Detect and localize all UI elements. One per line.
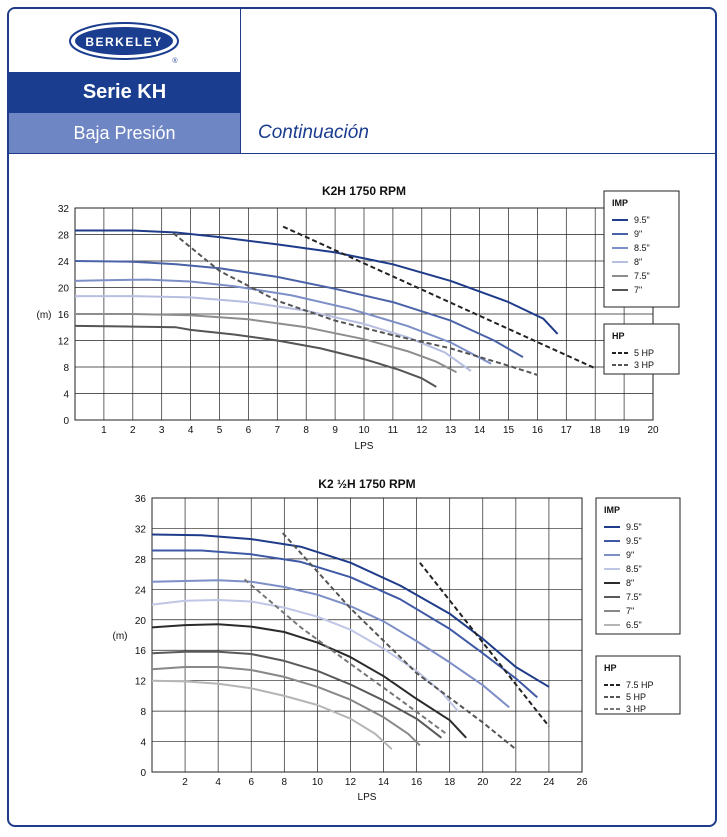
x-tick-label: 4 xyxy=(215,777,221,788)
x-tick-label: 19 xyxy=(618,425,630,436)
y-tick-label: 0 xyxy=(63,416,69,427)
y-tick-label: 12 xyxy=(57,336,69,348)
chart-k2h xyxy=(0,175,727,465)
x-tick-label: 12 xyxy=(344,777,357,788)
berkeley-logo xyxy=(9,9,240,72)
x-tick-label: 18 xyxy=(444,777,456,788)
header-left-panel xyxy=(9,9,241,153)
x-tick-label: 2 xyxy=(182,777,188,788)
y-tick-label: 24 xyxy=(134,585,146,597)
x-tick-label: 10 xyxy=(358,425,370,436)
series-line-5 xyxy=(152,652,441,738)
series-line-2 xyxy=(152,580,509,707)
chart-k2h-svg xyxy=(0,175,727,465)
legend-imp-title: IMP xyxy=(612,198,629,208)
y-tick-label: 28 xyxy=(134,554,146,566)
y-tick-label: 16 xyxy=(134,646,146,658)
x-tick-label: 16 xyxy=(411,777,423,788)
legend-imp-entry: 9" xyxy=(634,229,643,239)
x-tick-label: 8 xyxy=(303,425,309,436)
legend-imp-entry: 9.5" xyxy=(634,215,650,225)
legend-imp-entry: 8.5" xyxy=(626,564,642,574)
x-tick-label: 5 xyxy=(216,425,223,436)
x-tick-label: 3 xyxy=(158,425,165,436)
x-tick-label: 26 xyxy=(576,777,588,788)
x-tick-label: 6 xyxy=(245,425,252,436)
legend-imp-entry: 7.5" xyxy=(626,592,642,602)
x-tick-label: 7 xyxy=(274,425,281,436)
series-line-2 xyxy=(75,280,491,364)
x-tick-label: 2 xyxy=(130,425,136,436)
y-tick-label: 20 xyxy=(57,283,69,295)
series-line-7 xyxy=(173,233,537,375)
x-tick-label: 16 xyxy=(531,425,543,436)
y-tick-label: 12 xyxy=(134,676,146,688)
legend-hp-entry: 3 HP xyxy=(634,360,655,370)
series-line-8 xyxy=(420,563,549,727)
x-tick-label: 14 xyxy=(474,425,486,436)
series-subtitle: Baja Presión xyxy=(9,113,240,153)
x-tick-label: 15 xyxy=(502,425,515,436)
x-tick-label: 6 xyxy=(248,777,255,788)
x-tick-label: 22 xyxy=(510,777,522,788)
y-tick-label: 32 xyxy=(134,524,146,536)
legend-imp-entry: 9.5" xyxy=(626,522,642,532)
y-tick-label: 20 xyxy=(134,615,146,627)
x-axis-label: LPS xyxy=(354,441,374,452)
series-line-3 xyxy=(152,600,458,711)
y-tick-label: 36 xyxy=(134,494,146,505)
legend-hp-entry: 3 HP xyxy=(626,704,647,714)
series-line-6 xyxy=(152,667,420,745)
chart-k2-half-h-svg xyxy=(0,470,727,815)
legend-hp-title: HP xyxy=(604,663,617,673)
series-title: Serie KH xyxy=(9,72,240,113)
x-tick-label: 24 xyxy=(543,777,555,788)
y-tick-label: 4 xyxy=(63,389,69,401)
chart-title: K2H 1750 RPM xyxy=(321,184,407,198)
y-tick-label: 8 xyxy=(140,707,146,719)
registered-mark: ® xyxy=(172,58,178,65)
legend-imp-entry: 7" xyxy=(626,606,635,616)
x-tick-label: 14 xyxy=(377,777,390,788)
legend-imp-entry: 7" xyxy=(634,285,643,295)
legend-hp-title: HP xyxy=(612,331,625,341)
x-tick-label: 20 xyxy=(647,425,659,436)
continuation-label: Continuación xyxy=(258,122,369,143)
series-line-0 xyxy=(75,231,558,334)
x-tick-label: 9 xyxy=(332,425,338,436)
x-tick-label: 17 xyxy=(560,425,572,436)
y-axis-label: (m) xyxy=(36,310,52,321)
legend-imp-entry: 9" xyxy=(626,550,635,560)
y-tick-label: 8 xyxy=(63,363,69,374)
y-tick-label: 32 xyxy=(57,204,69,215)
x-axis-label: LPS xyxy=(357,792,377,803)
x-tick-label: 12 xyxy=(416,425,428,436)
series-line-5 xyxy=(75,326,436,387)
x-tick-label: 8 xyxy=(281,777,288,788)
series-line-10 xyxy=(245,579,447,734)
x-tick-label: 10 xyxy=(311,777,323,788)
chart-title: K2 ½H 1750 RPM xyxy=(318,477,416,491)
x-tick-label: 13 xyxy=(445,425,457,436)
series-line-6 xyxy=(283,227,595,369)
x-tick-label: 18 xyxy=(589,425,601,436)
series-line-7 xyxy=(152,681,392,750)
x-tick-label: 1 xyxy=(101,425,107,436)
legend-imp-entry: 8" xyxy=(634,257,643,267)
y-tick-label: 4 xyxy=(140,737,146,749)
logo-text: BERKELEY xyxy=(85,35,163,49)
legend-imp-title: IMP xyxy=(604,505,621,515)
grid xyxy=(152,498,582,772)
logo-area xyxy=(9,9,240,72)
legend-hp-entry: 5 HP xyxy=(634,348,655,358)
y-tick-label: 0 xyxy=(140,768,146,779)
legend-hp-entry: 7.5 HP xyxy=(626,680,654,690)
y-tick-label: 24 xyxy=(57,257,69,268)
legend-imp-entry: 8.5" xyxy=(634,243,650,253)
chart-k2-half-h xyxy=(0,470,727,815)
plot-border xyxy=(152,498,582,772)
x-tick-label: 4 xyxy=(187,425,194,436)
legend-imp-entry: 9.5" xyxy=(626,536,642,546)
header-divider xyxy=(9,153,715,154)
y-tick-label: 16 xyxy=(57,310,69,321)
legend-imp-entry: 7.5" xyxy=(634,271,650,281)
x-tick-label: 20 xyxy=(477,777,489,788)
y-axis-label: (m) xyxy=(112,631,128,642)
legend-hp-entry: 5 HP xyxy=(626,692,647,702)
y-tick-label: 28 xyxy=(57,230,69,242)
legend-imp-entry: 6.5" xyxy=(626,620,642,630)
x-tick-label: 11 xyxy=(387,425,399,436)
legend-imp-entry: 8" xyxy=(626,578,635,588)
